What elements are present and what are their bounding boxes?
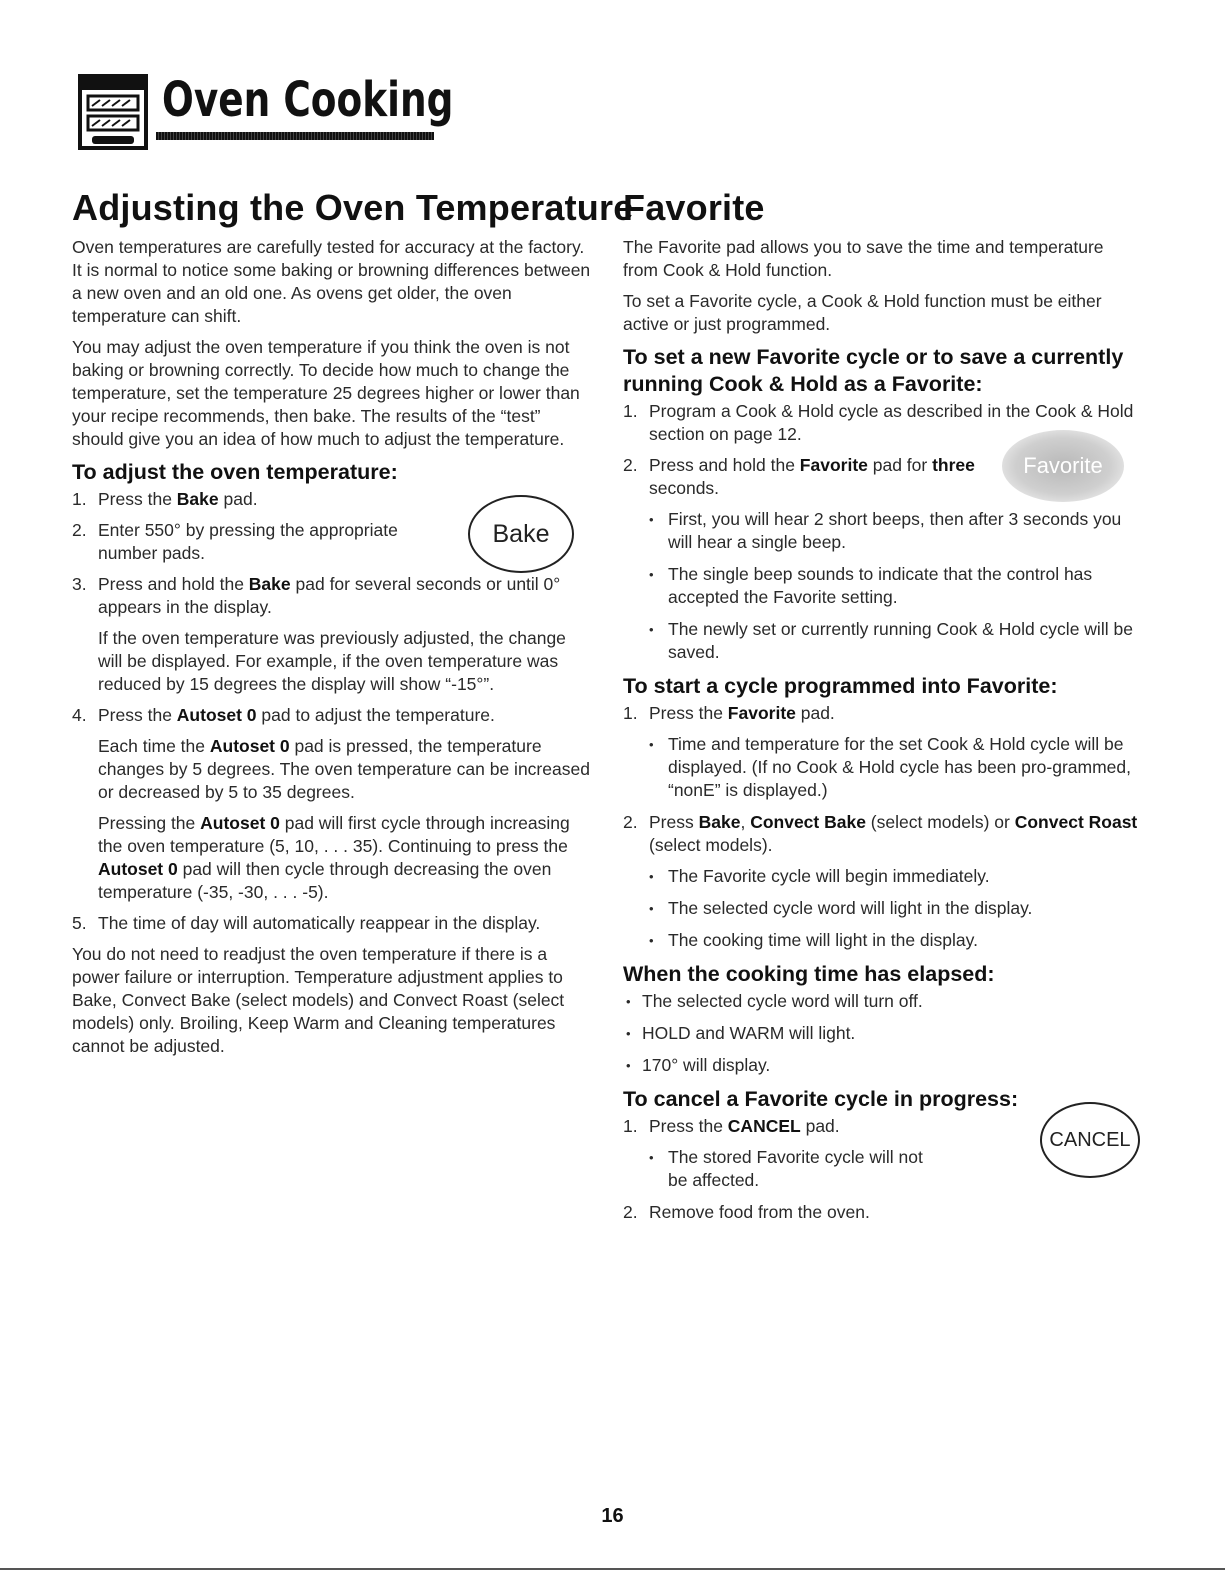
cancel-pad-icon: CANCEL [1040,1102,1140,1178]
section-title-favorite: Favorite [623,187,765,228]
step-5: 5. The time of day will automatically reappear in the display. [72,913,541,933]
header-title: Oven Cooking [162,72,454,128]
section-title-adjusting: Adjusting the Oven Temperature [72,187,634,228]
step-4-note-1: Each time the Autoset 0 pad is pressed, the temperature changes by 5 degrees. The oven temperature can be increased or decreased by 5 to 35 degrees. [98,736,590,802]
subheading-set-favorite: To set a new Favorite cycle or to save a currently running Cook & Hold as a Favorite: [623,345,1124,396]
subheading-adjust: To adjust the oven temperature: [72,460,398,484]
subheading-start-favorite: To start a cycle programmed into Favorite: [623,674,1058,698]
bake-pad-icon: Bake [468,495,574,573]
start-step-1: 1. Press the Favorite pad. [623,703,835,723]
list-item: • The newly set or currently running Cook & Hold cycle will be saved. [623,618,1143,664]
left-intro-1: Oven temperatures are carefully tested for accuracy at the factory. It is normal to notice some baking or browning differences between a new oven and an old one. As ovens get older, the oven temperature can shift. [72,237,591,326]
list-item: • Time and temperature for the set Cook & Hold cycle will be displayed. (If no Cook & Hold cycle has been pro-grammed, “nonE” is displayed.) [623,733,1143,802]
bottom-rule [0,1568,1225,1570]
list-item: • The stored Favorite cycle will not be affected. [623,1146,938,1192]
favorite-pad-icon: Favorite [1002,430,1124,502]
list-item: • The cooking time will light in the display. [623,929,1143,952]
cancel-step-1: 1. Press the CANCEL pad. [623,1116,840,1136]
left-intro-2: You may adjust the oven temperature if you think the oven is not baking or browning correctly. To decide how much to change the temperature, set the temperature 25 degrees higher or lower than your recipe recommends, then bake. The results of the “test” should give you an idea of how much to adjust the temperature. [72,337,580,449]
step-4: 4. Press the Autoset 0 pad to adjust the temperature. [72,705,495,725]
list-item: • 170° will display. [623,1054,1143,1077]
right-intro-2: To set a Favorite cycle, a Cook & Hold function must be either active or just programmed. [623,291,1102,334]
page-header [78,70,454,155]
oven-icon [78,74,150,156]
start-step-2: 2. Press Bake, Convect Bake (select models) or Convect Roast (select models). [623,812,1138,855]
left-closing: You do not need to readjust the oven temperature if there is a power failure or interruption. Temperature adjustment applies to Bake, Convect Bake (select models) and Convect Roast (select models) only. Broiling, Keep Warm and Cleaning temperatures cannot be adjusted. [72,944,565,1056]
left-column [72,186,634,1066]
step-3-note: If the oven temperature was previously adjusted, the change will be displayed. For example, if the oven temperature was reduced by 15 degrees the display will show “-15°”. [98,628,566,694]
step-1: 1. Press the Bake pad. [72,489,258,509]
list-item: • The single beep sounds to indicate that the control has accepted the Favorite setting. [623,563,1143,609]
right-intro-1: The Favorite pad allows you to save the time and temperature from Cook & Hold function. [623,237,1104,280]
list-item: • HOLD and WARM will light. [623,1022,1143,1045]
list-item: • First, you will hear 2 short beeps, then after 3 seconds you will hear a single beep. [623,508,1143,554]
page-number: 16 [601,1505,624,1527]
step-2: 2. Enter 550° by pressing the appropriate number pads. [72,520,398,563]
fav-step-2: 2. Press and hold the Favorite pad for three seconds. [623,455,975,498]
list-item: • The Favorite cycle will begin immediately. [623,865,1143,888]
fav-step-1: 1. Program a Cook & Hold cycle as described in the Cook & Hold section on page 12. [623,401,1134,444]
list-item: • The selected cycle word will light in the display. [623,897,1143,920]
cancel-step-2: 2. Remove food from the oven. [623,1202,870,1222]
step-4-note-2: Pressing the Autoset 0 pad will first cycle through increasing the oven temperature (5, 10, . . . 35). Continuing to press the Autoset 0 pad will then cycle through decreasing the oven temperature (-35, -30, . . . -5). [98,813,570,902]
subheading-cancel: To cancel a Favorite cycle in progress: [623,1087,1019,1111]
list-item: • The selected cycle word will turn off. [623,990,1143,1013]
step-3: 3. Press and hold the Bake pad for several seconds or until 0° appears in the display. [72,574,561,617]
right-column [623,186,1143,1232]
subheading-elapsed: When the cooking time has elapsed: [623,962,995,986]
header-rule [156,132,434,140]
